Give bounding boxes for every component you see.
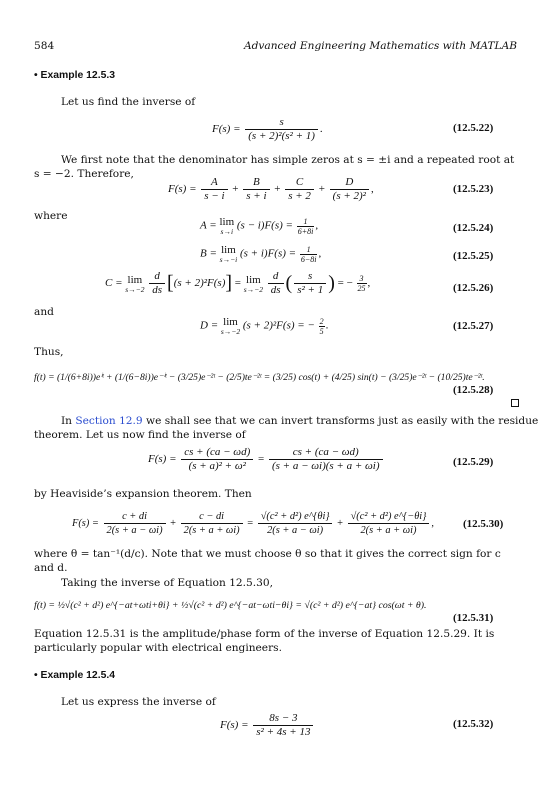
left-paren: ( bbox=[285, 272, 293, 294]
fraction bbox=[297, 217, 315, 236]
fraction bbox=[348, 510, 430, 537]
eq-lhs: B = bbox=[200, 247, 217, 260]
numerator: c + di bbox=[104, 510, 166, 524]
section-link[interactable]: Section 12.9 bbox=[75, 415, 143, 427]
eq-lhs: D = bbox=[200, 319, 219, 332]
paragraph: and bbox=[34, 306, 54, 318]
limit-sub: s→−2 bbox=[220, 327, 241, 336]
numerator: cs + (ca − ωd) bbox=[269, 446, 383, 460]
example-heading bbox=[34, 70, 115, 81]
equation-12-5-29 bbox=[148, 446, 385, 473]
paragraph: where bbox=[34, 210, 68, 222]
fraction bbox=[181, 446, 253, 473]
denominator: s² + 4s + 13 bbox=[256, 726, 311, 738]
equation-number: (12.5.23) bbox=[453, 183, 494, 195]
denominator: s − i bbox=[204, 190, 225, 202]
denominator: (s + 2)² bbox=[332, 190, 366, 202]
right-paren: ) bbox=[328, 272, 335, 294]
fraction bbox=[201, 176, 227, 203]
limit bbox=[221, 316, 240, 336]
equation-number: (12.5.30) bbox=[463, 518, 504, 530]
eq-body: (s − i)F(s) = bbox=[236, 219, 293, 232]
numerator: √(c² + d²) e^{θi} bbox=[258, 510, 333, 524]
limit bbox=[219, 216, 234, 236]
numerator: 3 bbox=[357, 274, 367, 284]
denominator: 25 bbox=[357, 284, 366, 293]
numerator: s bbox=[245, 116, 318, 130]
equation-number: (12.5.31) bbox=[453, 612, 494, 624]
limit-sub: s→−i bbox=[219, 255, 238, 264]
fraction bbox=[300, 245, 318, 264]
eq-punct: , bbox=[370, 183, 374, 196]
numerator: D bbox=[330, 176, 369, 190]
eq-body: (s + i)F(s) = bbox=[239, 247, 297, 260]
numerator: 2 bbox=[319, 316, 324, 326]
fraction bbox=[285, 176, 314, 203]
right-bracket: ] bbox=[225, 272, 233, 294]
equation-12-5-30: F(s) = $\frac{c + di}{2(s + a - \omega i)}$ + $\frac{c - di}{2(s + a + \omega i)}$ = $\frac{\text{√(c² + d²) e\textasciicircum{}\{θi\}}}{2(s + a - \omega i)}$ + $\frac{\text{√(c² + d²) e\textasciicircum{}\{−θi\}}}{2(s + a + \omega i)}$ , bbox=[72, 511, 434, 536]
equation-number: (12.5.22) bbox=[453, 122, 494, 134]
equation-12-5-24 bbox=[200, 216, 318, 236]
numerator: c − di bbox=[181, 510, 243, 524]
fraction bbox=[243, 176, 269, 203]
fraction bbox=[181, 510, 243, 537]
paragraph: We first note that the denominator has simple zeros at s = ±i and a repeated root at bbox=[61, 154, 515, 166]
paragraph: Taking the inverse of Equation 12.5.30, bbox=[61, 577, 273, 589]
equation-12-5-25 bbox=[200, 244, 321, 264]
equation-number: (12.5.28) bbox=[453, 384, 494, 396]
eq-punct: , bbox=[367, 277, 371, 290]
end-of-proof-icon bbox=[511, 399, 519, 407]
denominator: 2(s + a − ωi) bbox=[106, 525, 163, 536]
page-number: 584 bbox=[34, 40, 55, 52]
left-bracket: [ bbox=[167, 272, 174, 294]
equation-12-5-31: f(t) = ½√(c² + d²) e^{−at+ωti+θi} + ½√(c² + d²) e^{−at−ωti−θi} = √(c² + d²) e^{−at} cos(ωt + θ). bbox=[34, 600, 427, 611]
eq-punct: , bbox=[431, 517, 434, 529]
denominator: (s + a − ωi)(s + a + ωi) bbox=[271, 460, 380, 472]
limit-op: lim bbox=[127, 273, 143, 286]
equals: = bbox=[257, 453, 265, 466]
equation-12-5-32 bbox=[220, 712, 315, 739]
limit bbox=[125, 274, 144, 294]
limit bbox=[244, 274, 263, 294]
equation-number: (12.5.25) bbox=[453, 250, 494, 262]
denominator: s + i bbox=[246, 190, 267, 202]
paragraph: theorem. Let us now find the inverse of bbox=[34, 429, 246, 441]
eq-punct: . bbox=[319, 123, 323, 136]
equation-12-5-28: f(t) = (1/(6+8i))eⁱᵗ + (1/(6−8i))e⁻ⁱᵗ − (3/25)e⁻²ᵗ − (2/5)te⁻²ᵗ = (3/25) cos(t) + (4/25) sin(t) − (3/25)e⁻²ᵗ − (10/25)te⁻²ᵗ. bbox=[34, 372, 485, 383]
limit-sub: s→i bbox=[220, 227, 234, 236]
paragraph: where θ = tan⁻¹(d/c). Note that we must choose θ so that it gives the correct sign for c bbox=[34, 548, 501, 560]
eq-body: = − bbox=[337, 277, 353, 290]
equation-number: (12.5.27) bbox=[453, 320, 494, 332]
paragraph: Thus, bbox=[34, 346, 64, 358]
fraction bbox=[104, 510, 166, 537]
equation-number: (12.5.32) bbox=[453, 718, 494, 730]
fraction bbox=[319, 317, 325, 336]
denominator: s² + 1 bbox=[297, 284, 324, 296]
bullet-icon: • bbox=[34, 670, 38, 681]
equation-number: (12.5.29) bbox=[453, 456, 494, 468]
eq-punct: , bbox=[315, 219, 319, 232]
equation-12-5-27 bbox=[200, 316, 328, 336]
fraction bbox=[245, 116, 318, 143]
fraction bbox=[294, 270, 326, 297]
example-heading bbox=[34, 670, 115, 681]
running-title: Advanced Engineering Mathematics with MATLAB bbox=[244, 40, 518, 52]
numerator: C bbox=[285, 176, 314, 190]
bullet-icon: • bbox=[34, 70, 38, 81]
denominator: (s + 2)²(s² + 1) bbox=[248, 130, 315, 142]
equation-number: (12.5.26) bbox=[453, 282, 494, 294]
eq-lhs: F(s) = bbox=[72, 517, 99, 529]
eq-lhs: F(s) = bbox=[148, 453, 177, 466]
limit-op: lim bbox=[219, 216, 235, 228]
equation-12-5-23: F(s) = $\frac{A}{s - i}$ + $\frac{B}{s + i}$ + $\frac{C}{s + 2}$ + $\frac{D}{\text{(s + 2)²}}$ , bbox=[168, 176, 374, 202]
paragraph: Equation 12.5.31 is the amplitude/phase form of the inverse of Equation 12.5.29. It is bbox=[34, 628, 495, 640]
fraction bbox=[258, 510, 333, 537]
denominator: 2(s + a + ωi) bbox=[360, 525, 417, 536]
numerator: 8s − 3 bbox=[253, 712, 313, 726]
limit-sub: s→−2 bbox=[125, 284, 145, 294]
eq-body: (s + 2)²F(s) = − bbox=[242, 319, 315, 332]
fraction bbox=[269, 446, 383, 473]
equation-number: (12.5.24) bbox=[453, 222, 494, 234]
fraction: $\frac{d}{ds}$ bbox=[268, 270, 284, 297]
denominator: s + 2 bbox=[288, 190, 311, 202]
limit bbox=[220, 244, 238, 264]
fraction bbox=[149, 270, 165, 297]
denominator: 6+8i bbox=[297, 226, 314, 236]
limit-op: lim bbox=[221, 244, 236, 256]
limit-op: lim bbox=[246, 273, 261, 286]
numerator: d bbox=[149, 270, 165, 284]
equation-12-5-22 bbox=[212, 116, 323, 143]
eq-body: (s + 2)²F(s) bbox=[173, 277, 226, 290]
numerator: 1 bbox=[297, 217, 315, 227]
denominator: 2(s + a + ωi) bbox=[183, 525, 240, 536]
text-span: In bbox=[61, 415, 76, 427]
numerator: B bbox=[243, 176, 269, 190]
text-span: we shall see that we can invert transforms just as easily with the residue bbox=[142, 415, 539, 427]
numerator: 1 bbox=[300, 245, 318, 255]
numerator: s bbox=[294, 270, 326, 284]
paragraph: Let us express the inverse of bbox=[61, 696, 216, 708]
paragraph: and d. bbox=[34, 562, 68, 574]
numerator: A bbox=[201, 176, 227, 190]
fraction bbox=[253, 712, 313, 739]
denominator: 5 bbox=[319, 326, 324, 336]
fraction bbox=[357, 274, 367, 293]
limit-op: lim bbox=[223, 316, 238, 328]
eq-lhs: F(s) = bbox=[220, 719, 249, 732]
denominator: ds bbox=[152, 284, 163, 296]
eq-lhs: A = bbox=[200, 219, 217, 232]
paragraph: Let us find the inverse of bbox=[61, 96, 196, 108]
paragraph: by Heaviside’s expansion theorem. Then bbox=[34, 488, 252, 500]
numerator: √(c² + d²) e^{−θi} bbox=[348, 510, 430, 524]
equals: = bbox=[234, 277, 241, 290]
eq-punct: , bbox=[318, 247, 322, 260]
limit-sub: s→−2 bbox=[243, 284, 263, 294]
paragraph: s = −2. Therefore, bbox=[34, 168, 134, 180]
eq-punct: . bbox=[325, 319, 329, 332]
example-label: Example 12.5.4 bbox=[40, 670, 116, 681]
denominator: 2(s + a − ωi) bbox=[267, 525, 324, 536]
eq-lhs: F(s) = bbox=[212, 123, 241, 136]
example-label: Example 12.5.3 bbox=[40, 70, 116, 81]
paragraph bbox=[61, 415, 538, 428]
paragraph: particularly popular with electrical engineers. bbox=[34, 642, 282, 654]
equation-12-5-26 bbox=[105, 270, 370, 297]
fraction bbox=[330, 176, 369, 203]
numerator: cs + (ca − ωd) bbox=[181, 446, 253, 460]
denominator: 6−8i bbox=[300, 254, 317, 264]
eq-lhs: F(s) = bbox=[168, 183, 197, 196]
eq-lhs: C = bbox=[105, 277, 123, 290]
denominator: (s + a)² + ω² bbox=[188, 460, 246, 472]
